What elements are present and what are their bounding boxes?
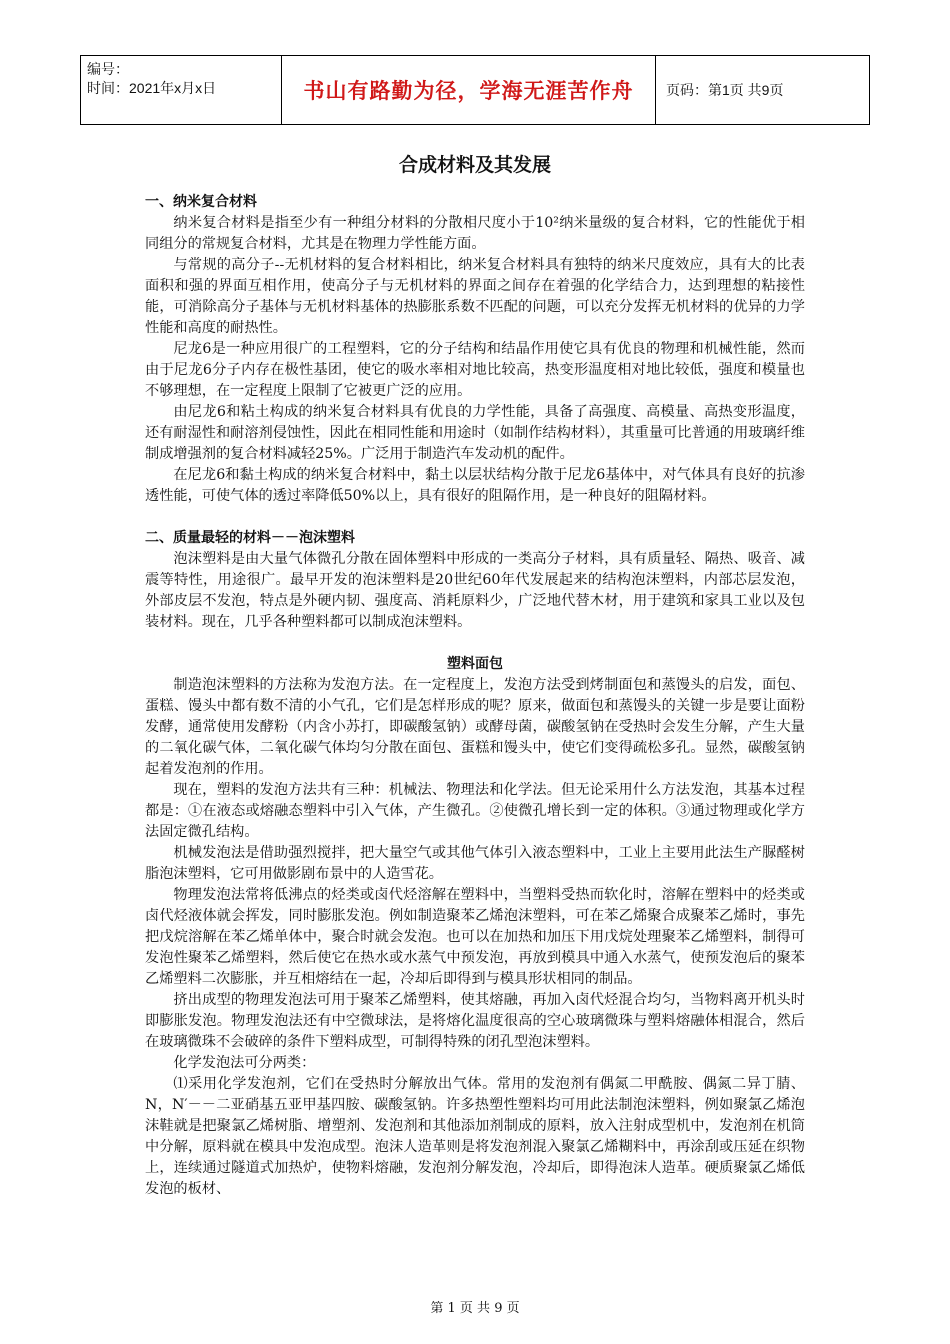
- paragraph: 物理发泡法常将低沸点的烃类或卤代烃溶解在塑料中，当塑料受热而软化时，溶解在塑料中的烃类或卤代烃液体就会挥发，同时膨胀发泡。例如制造聚苯乙烯泡沫塑料，可在苯乙烯聚合成聚苯乙烯时，事先把戊烷溶解在苯乙烯单体中，聚合时就会发泡。也可以在加热和加压下用戊烷处理聚苯乙烯塑料，制得可发泡性聚苯乙烯塑料，然后使它在热水或水蒸气中预发泡，再放到模具中通入水蒸气，使预发泡后的聚苯乙烯塑料二次膨胀，并互相熔结在一起，冷却后即得到与模具形状相同的制品。: [145, 887, 805, 987]
- paragraph: 机械发泡法是借助强烈搅拌，把大量空气或其他气体引入液态塑料中，工业上主要用此法生产脲醛树脂泡沫塑料，它可用做影剧布景中的人造雪花。: [145, 845, 805, 882]
- paragraph: 泡沫塑料是由大量气体微孔分散在固体塑料中形成的一类高分子材料，具有质量轻、隔热、吸音、减震等特性，用途很广。最早开发的泡沫塑料是20世纪60年代发展起来的结构泡沫塑料，内部芯层发泡，外部皮层不发泡，特点是外硬内韧、强度高、消耗原料少，广泛地代替木材，用于建筑和家具工业以及包装材料。现在，几乎各种塑料都可以制成泡沫塑料。: [145, 551, 805, 630]
- page-footer: 第 1 页 共 9 页: [430, 1301, 520, 1316]
- paragraph: 现在，塑料的发泡方法共有三种：机械法、物理法和化学法。但无论采用什么方法发泡，其基本过程都是：①在液态或熔融态塑料中引入气体，产生微孔。②使微孔增长到一定的体积。③通过物理或化学方法固定微孔结构。: [145, 782, 805, 840]
- document-title: 合成材料及其发展: [398, 154, 551, 176]
- section-heading-foam: 二、质量最轻的材料－－泡沫塑料: [145, 530, 355, 546]
- subheading-plastic-bread: 塑料面包: [447, 656, 503, 672]
- header-page-info: 页码：第1页 共9页: [666, 82, 784, 98]
- paragraph: 与常规的高分子--无机材料的复合材料相比，纳米复合材料具有独特的纳米尺度效应，具有大的比表面积和强的界面互相作用，使高分子与无机材料的界面之间存在着强的化学结合力，达到理想的粘接性能，可消除高分子基体与无机材料基体的热膨胀系数不匹配的问题，可以充分发挥无机材料的优异的力学性能和高度的耐热性。: [145, 257, 805, 336]
- paragraph: 尼龙6是一种应用很广的工程塑料，它的分子结构和结晶作用使它具有优良的物理和机械性能，然而由于尼龙6分子内存在极性基团，使它的吸水率相对地比较高，热变形温度相对地比较低，强度和模量也不够理想，在一定程度上限制了它被更广泛的应用。: [145, 341, 805, 399]
- paragraph: 纳米复合材料是指至少有一种组分材料的分散相尺度小于10²纳米量级的复合材料，它的性能优于相同组分的常规复合材料，尤其是在物理力学性能方面。: [145, 215, 805, 252]
- header-motto: 书山有路勤为径，学海无涯苦作舟: [282, 56, 656, 124]
- time-label: 时间：2021年x月x日: [87, 80, 217, 96]
- header-meta: [81, 56, 282, 124]
- paragraph: 制造泡沫塑料的方法称为发泡方法。在一定程度上，发泡方法受到烤制面包和蒸馒头的启发，面包、蛋糕、馒头中都有数不清的小气孔，它们是怎样形成的呢？原来，做面包和蒸馒头的关键一步是要让面粉发酵，通常使用发酵粉（内含小苏打，即碳酸氢钠）或酵母菌，碳酸氢钠在受热时会发生分解，产生大量的二氧化碳气体，二氧化碳气体均匀分散在面包、蛋糕和馒头中，使它们变得疏松多孔。显然，碳酸氢钠起着发泡剂的作用。: [145, 677, 805, 777]
- spacer: [145, 507, 805, 528]
- paragraph: 化学发泡法可分两类：: [173, 1055, 316, 1071]
- number-label: 编号：: [87, 61, 129, 77]
- paragraph: 挤出成型的物理发泡法可用于聚苯乙烯塑料，使其熔融，再加入卤代烃混合均匀，当物料离开机头时即膨胀发泡。物理发泡法还有中空微球法，是将熔化温度很高的空心玻璃微珠与塑料熔融体相混合，然后在玻璃微珠不会破碎的条件下塑料成型，可制得特殊的闭孔型泡沫塑料。: [145, 992, 805, 1050]
- paragraph: ⑴采用化学发泡剂，它们在受热时分解放出气体。常用的发泡剂有偶氮二甲酰胺、偶氮二异丁腈、N，N′－－二亚硝基五亚甲基四胺、碳酸氢钠。许多热塑性塑料均可用此法制泡沫塑料，例如聚氯乙烯泡沫鞋就是把聚氯乙烯树脂、增塑剂、发泡剂和其他添加剂制成的原料，放入注射成型机中，发泡剂在机筒中分解，原料就在模具中发泡成型。泡沫人造革则是将发泡剂混入聚氯乙烯糊料中，再涂刮或压延在织物上，连续通过隧道式加热炉，使物料熔融，发泡剂分解发泡，冷却后，即得泡沫人造革。硬质聚氯乙烯低发泡的板材、: [145, 1076, 805, 1197]
- paragraph: 在尼龙6和黏土构成的纳米复合材料中，黏土以层状结构分散于尼龙6基体中，对气体具有良好的抗渗透性能，可使气体的透过率降低50%以上，具有很好的阻隔作用，是一种良好的阻隔材料。: [145, 467, 805, 504]
- page-header: [80, 55, 870, 125]
- section-heading-nano: 一、纳米复合材料: [145, 194, 257, 210]
- paragraph: 由尼龙6和粘土构成的纳米复合材料具有优良的力学性能，具备了高强度、高模量、高热变形温度，还有耐湿性和耐溶剂侵蚀性，因此在相同性能和用途时（如制作结构材料），其重量可比普通的用玻璃纤维制成增强剂的复合材料减轻25%。广泛用于制造汽车发动机的配件。: [145, 404, 805, 462]
- document-body: [145, 192, 805, 1200]
- spacer: [145, 633, 805, 654]
